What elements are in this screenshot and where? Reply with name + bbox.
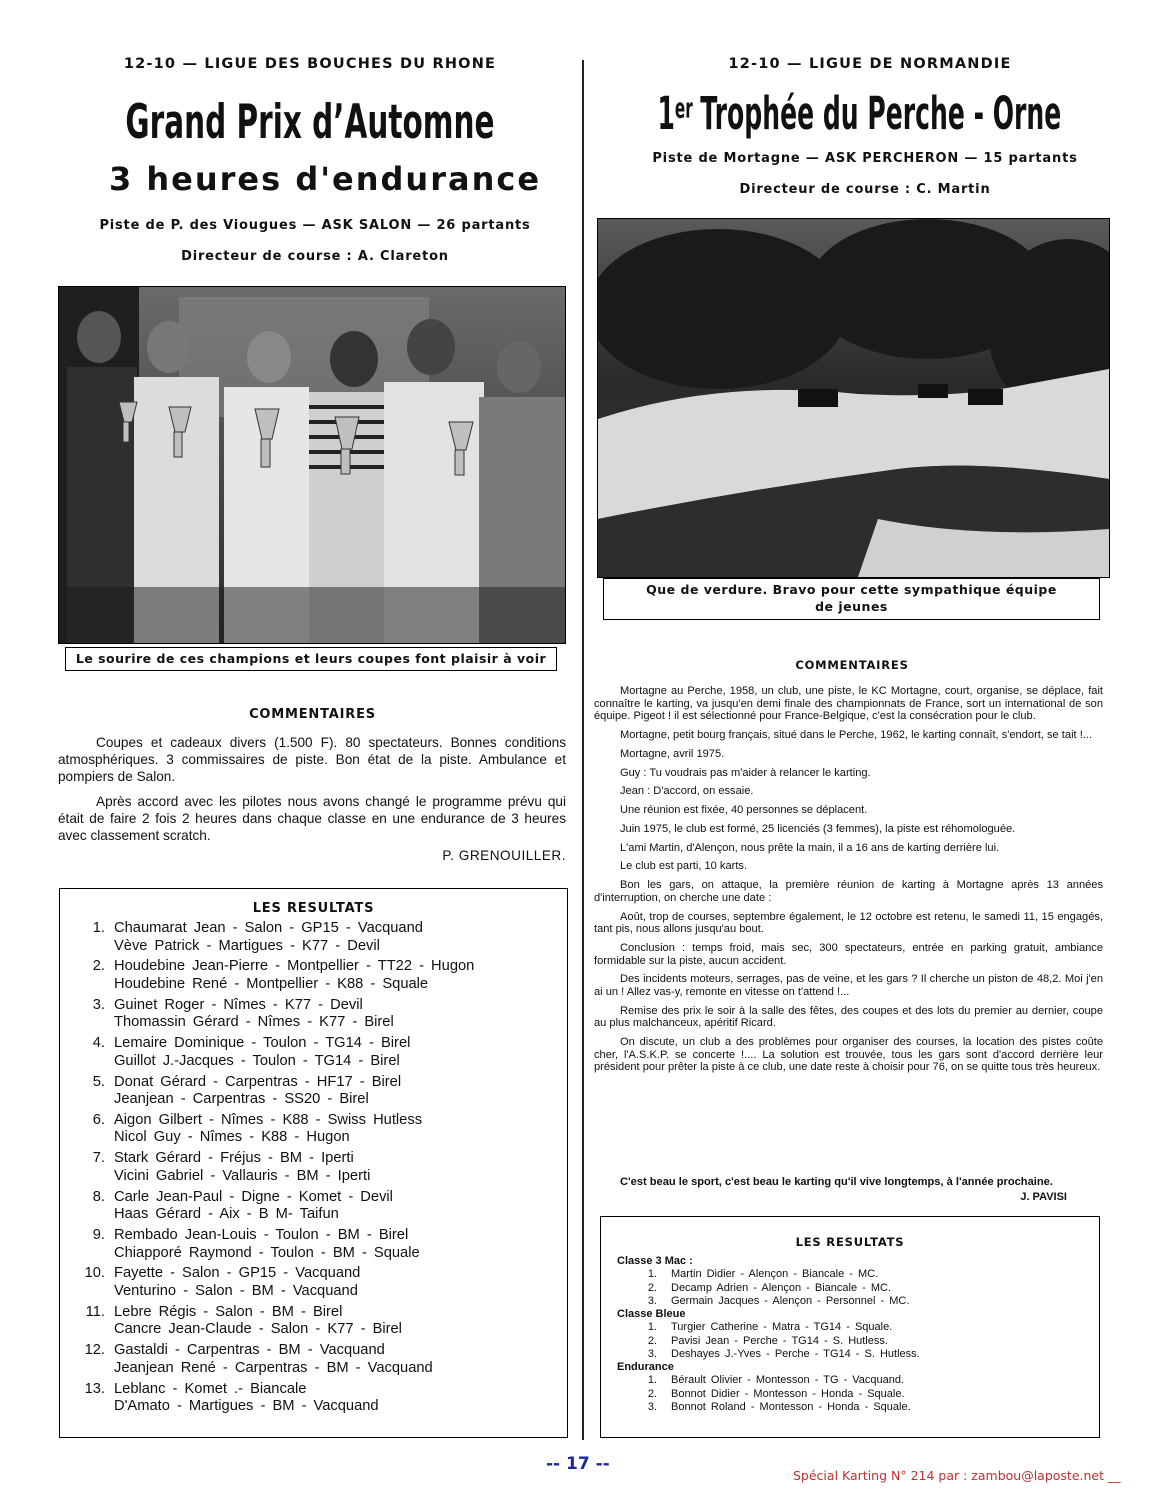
left-result-number: 7.	[92, 1150, 105, 1167]
left-result-lines	[114, 1112, 422, 1147]
left-subtitle: 3 heures d'endurance	[108, 160, 542, 198]
left-result-item	[60, 958, 567, 993]
right-comment-paragraph: Conclusion : temps froid, mais sec, 300 spectateurs, entrée en parking gratuit, ambiance formidable sur la piste, aucun accident.	[594, 941, 1103, 967]
left-result-lines	[114, 1035, 410, 1070]
left-photo-caption: Le sourire de ces champions et leurs coupes font plaisir à voir	[65, 647, 557, 671]
left-result-line: Houdebine Jean-Pierre - Montpellier - TT22 - Hugon	[114, 958, 475, 975]
champions-photo-image	[59, 287, 565, 643]
left-result-item	[60, 1150, 567, 1185]
kart-track-photo	[597, 218, 1110, 578]
right-result-text: Pavisi Jean - Perche - TG14 - S. Hutless.	[671, 1334, 888, 1347]
right-director: Directeur de course : C. Martin	[739, 182, 991, 197]
left-result-lines	[114, 920, 423, 955]
right-comment-paragraph: Mortagne, petit bourg français, situé dans le Perche, 1962, le karting connaît, s'endort, se tait !...	[620, 728, 1093, 741]
right-title-number: 1	[657, 86, 675, 140]
left-result-line: Leblanc - Komet .- Biancale	[114, 1380, 307, 1397]
left-result-item	[60, 1227, 567, 1262]
left-result-item	[60, 1112, 567, 1147]
left-result-item	[60, 1074, 567, 1109]
left-result-lines	[114, 997, 394, 1032]
left-result-number: 5.	[92, 1073, 105, 1090]
footer-note: Spécial Karting N° 214 par : zambou@laposte.net __	[793, 1468, 1121, 1483]
right-result-text: Bonnot Roland - Montesson - Honda - Squale.	[671, 1400, 911, 1413]
left-result-line: Guillot J.-Jacques - Toulon - TG14 - Birel	[114, 1052, 400, 1069]
left-result-lines	[114, 1304, 402, 1339]
right-result-row	[601, 1388, 1099, 1401]
left-result-line: Vicini Gabriel - Vallauris - BM - Iperti	[114, 1167, 371, 1184]
left-comments-author: P. GRENOUILLER.	[442, 848, 566, 863]
left-result-item	[60, 920, 567, 955]
right-title-text: Trophée du Perche - Orne	[700, 86, 1062, 140]
left-result-line: Guinet Roger - Nîmes - K77 - Devil	[114, 996, 363, 1013]
left-result-number: 2.	[92, 958, 105, 975]
right-photo-caption: Que de verdure. Bravo pour cette sympathique équipe de jeunes	[603, 578, 1100, 620]
right-result-text: Turgier Catherine - Matra - TG14 - Squale.	[671, 1321, 893, 1334]
right-result-text: Bérault Olivier - Montesson - TG - Vacquand.	[671, 1374, 905, 1387]
left-result-number: 13.	[84, 1380, 105, 1397]
right-comment-paragraph: Une réunion est fixée, 40 personnes se déplacent.	[620, 804, 868, 817]
left-result-line: Nicol Guy - Nîmes - K88 - Hugon	[114, 1129, 350, 1146]
right-result-row	[601, 1335, 1099, 1348]
left-result-item	[60, 1265, 567, 1300]
left-result-item	[60, 997, 567, 1032]
right-comment-paragraph: Des incidents moteurs, serrages, pas de veine, et les gars ? Il cherche un piston de 48,2. Moi j'en ai un ! Allez vas-y, remonte en vitesse on t'attend !...	[594, 973, 1103, 998]
right-comments-body	[594, 685, 1103, 1080]
left-result-line: Jeanjean - Carpentras - SS20 - Birel	[114, 1091, 369, 1108]
left-result-lines	[114, 958, 474, 993]
left-result-line: Haas Gérard - Aix - B M- Taifun	[114, 1206, 339, 1223]
right-results-box	[600, 1216, 1100, 1438]
champions-photo	[58, 286, 566, 644]
left-result-lines	[114, 1189, 393, 1224]
left-result-number: 8.	[92, 1188, 105, 1205]
left-result-number: 3.	[92, 996, 105, 1013]
left-result-line: Carle Jean-Paul - Digne - Komet - Devil	[114, 1188, 393, 1205]
right-comment-paragraph: Mortagne au Perche, 1958, un club, une piste, le KC Mortagne, court, organise, se déplace, fait connaître le karting, va jusqu'en demi finale des championnats de France, sort un international de son équipe. Pigeot ! il est sélectionné pour France-Belgique, c'est la consécration pour le club.	[594, 685, 1103, 723]
left-result-number: 11.	[85, 1303, 105, 1320]
left-result-item	[60, 1304, 567, 1339]
right-comment-paragraph: On discute, un club a des problèmes pour organiser des courses, la location des pistes coûte cher, l'A.S.K.P. se concerte !.... La solution est trouvée, tous les gars sont d'accord derrière leur président pour prêter la piste à ce club, une date reste à choisir pour 76, on se quitte tous très heureux.	[594, 1036, 1103, 1074]
left-result-line: Cancre Jean-Claude - Salon - K77 - Birel	[114, 1321, 402, 1338]
left-result-item	[60, 1381, 567, 1416]
right-result-row	[601, 1374, 1099, 1387]
left-result-item	[60, 1035, 567, 1070]
right-result-number: 1.	[647, 1321, 657, 1334]
right-title-sup: er	[674, 91, 693, 125]
left-result-lines	[114, 1150, 370, 1185]
left-comment-paragraph-2: Après accord avec les pilotes nous avons changé le programme prévu qui était de faire 2 fois 2 heures dans chaque classe en une endurance de 3 heures avec classement scratch.	[58, 794, 566, 843]
right-closing	[594, 1176, 1103, 1203]
left-results-title: LES RESULTATS	[252, 901, 375, 916]
left-result-line: D'Amato - Martigues - BM - Vacquand	[114, 1398, 379, 1415]
right-result-number: 2.	[647, 1334, 657, 1347]
left-comment-paragraph-1: Coupes et cadeaux divers (1.500 F). 80 spectateurs. Bonnes conditions atmosphériques. 3 commissaires de piste. Bon état de la piste. Ambulance et pompiers de Salon.	[58, 735, 566, 784]
right-result-row	[601, 1268, 1099, 1281]
right-result-text: Bonnot Didier - Montesson - Honda - Squale.	[671, 1387, 905, 1400]
right-result-row	[601, 1282, 1099, 1295]
page-number: -- 17 --	[546, 1454, 610, 1474]
left-result-number: 6.	[92, 1111, 105, 1128]
left-result-line: Aigon Gilbert - Nîmes - K88 - Swiss Hutless	[114, 1111, 423, 1128]
column-divider	[582, 60, 584, 1440]
right-result-number: 1.	[647, 1374, 657, 1387]
left-result-line: Chaumarat Jean - Salon - GP15 - Vacquand	[114, 920, 423, 936]
left-comments-title: COMMENTAIRES	[249, 707, 376, 722]
right-results-list	[601, 1255, 1099, 1414]
left-track-line: Piste de P. des Viougues — ASK SALON — 26 partants	[99, 218, 531, 233]
right-result-row	[601, 1401, 1099, 1414]
right-comments-title: COMMENTAIRES	[795, 658, 909, 672]
left-result-number: 12.	[84, 1342, 105, 1359]
left-result-lines	[114, 1227, 420, 1262]
right-comment-paragraph: Le club est parti, 10 karts.	[620, 860, 748, 873]
left-result-line: Vève Patrick - Martigues - K77 - Devil	[114, 937, 380, 954]
right-results-class: Classe Bleue	[617, 1308, 686, 1321]
left-results-list	[60, 920, 567, 1416]
right-result-row	[601, 1321, 1099, 1334]
left-result-line: Houdebine René - Montpellier - K88 - Squale	[114, 975, 429, 992]
right-comment-paragraph: Bon les gars, on attaque, la première réunion de karting à Mortagne après 13 années d'interruption, on cherche une date :	[594, 879, 1103, 904]
left-result-number: 10.	[84, 1265, 105, 1282]
left-result-line: Venturino - Salon - BM - Vacquand	[114, 1282, 358, 1299]
left-result-number: 9.	[92, 1227, 105, 1243]
right-results-class: Endurance	[617, 1361, 674, 1374]
left-result-line: Lebre Régis - Salon - BM - Birel	[114, 1303, 343, 1320]
left-result-line: Lemaire Dominique - Toulon - TG14 - Birel	[114, 1035, 411, 1052]
right-result-text: Deshayes J.-Yves - Perche - TG14 - S. Hutless.	[671, 1347, 920, 1360]
right-comment-paragraph: L'ami Martin, d'Alençon, nous prête la main, il a 16 ans de karting derrière lui.	[620, 841, 1000, 854]
right-league-header: 12-10 — LIGUE DE NORMANDIE	[728, 56, 1012, 72]
right-author: J. PAVISI	[1020, 1190, 1067, 1203]
right-result-number: 1.	[647, 1268, 657, 1281]
left-result-number: 4.	[92, 1035, 105, 1052]
left-results-box	[59, 888, 568, 1438]
right-comment-paragraph: Jean : D'accord, on essaie.	[620, 785, 754, 798]
left-result-lines	[114, 1265, 360, 1300]
right-result-number: 3.	[647, 1347, 657, 1360]
left-league-header: 12-10 — LIGUE DES BOUCHES DU RHONE	[123, 56, 497, 72]
right-comment-paragraph: Guy : Tu voudrais pas m'aider à relancer le karting.	[620, 766, 871, 779]
right-result-number: 3.	[647, 1400, 657, 1413]
left-director: Directeur de course : A. Clareton	[181, 249, 449, 264]
left-result-lines	[114, 1381, 379, 1416]
right-result-row	[601, 1295, 1099, 1308]
right-comment-paragraph: Remise des prix le soir à la salle des fêtes, des coupes et des lots du premier au dernier, coupe au plus malchanceux, apéritif Ricard.	[594, 1004, 1103, 1030]
right-closing-text: C'est beau le sport, c'est beau le karting qu'il vive longtemps, à l'année prochaine.	[620, 1176, 1053, 1188]
kart-track-photo-image	[598, 219, 1109, 577]
left-title: Grand Prix d’Automne	[125, 96, 495, 151]
left-result-line: Gastaldi - Carpentras - BM - Vacquand	[114, 1342, 385, 1359]
right-result-number: 3.	[647, 1294, 657, 1307]
left-result-line: Rembado Jean-Louis - Toulon - BM - Birel	[114, 1227, 409, 1243]
left-result-line: Stark Gérard - Fréjus - BM - Iperti	[114, 1150, 354, 1167]
right-result-text: Germain Jacques - Alençon - Personnel - MC.	[671, 1294, 910, 1307]
right-result-text: Decamp Adrien - Alençon - Biancale - MC.	[671, 1281, 892, 1294]
right-comment-paragraph: Août, trop de courses, septembre également, le 12 octobre est retenu, le samedi 11, 15 engagés, tant pis, nous allons jusqu'au bout.	[594, 910, 1103, 936]
left-result-line: Donat Gérard - Carpentras - HF17 - Birel	[114, 1073, 402, 1090]
left-result-line: Thomassin Gérard - Nîmes - K77 - Birel	[114, 1014, 394, 1031]
left-result-number: 1.	[92, 920, 105, 936]
right-title	[657, 86, 1062, 140]
left-result-lines	[114, 1342, 433, 1377]
left-result-item	[60, 1189, 567, 1224]
right-comment-paragraph: Mortagne, avril 1975.	[620, 747, 725, 760]
left-result-line: Fayette - Salon - GP15 - Vacquand	[114, 1265, 361, 1282]
right-results-class: Classe 3 Mac :	[617, 1255, 693, 1267]
left-result-lines	[114, 1074, 401, 1109]
right-result-row	[601, 1348, 1099, 1361]
right-result-number: 2.	[647, 1281, 657, 1294]
left-result-line: Jeanjean René - Carpentras - BM - Vacquand	[114, 1359, 433, 1376]
right-track-line: Piste de Mortagne — ASK PERCHERON — 15 partants	[652, 151, 1078, 166]
right-comment-paragraph: Juin 1975, le club est formé, 25 licenciés (3 femmes), la piste est réhomologuée.	[620, 822, 1016, 835]
left-result-line: Chiapporé Raymond - Toulon - BM - Squale	[114, 1244, 420, 1261]
right-results-title: LES RESULTATS	[795, 1235, 905, 1249]
right-result-text: Martin Didier - Alençon - Biancale - MC.	[671, 1268, 879, 1281]
right-result-number: 2.	[647, 1387, 657, 1400]
left-result-item	[60, 1342, 567, 1377]
